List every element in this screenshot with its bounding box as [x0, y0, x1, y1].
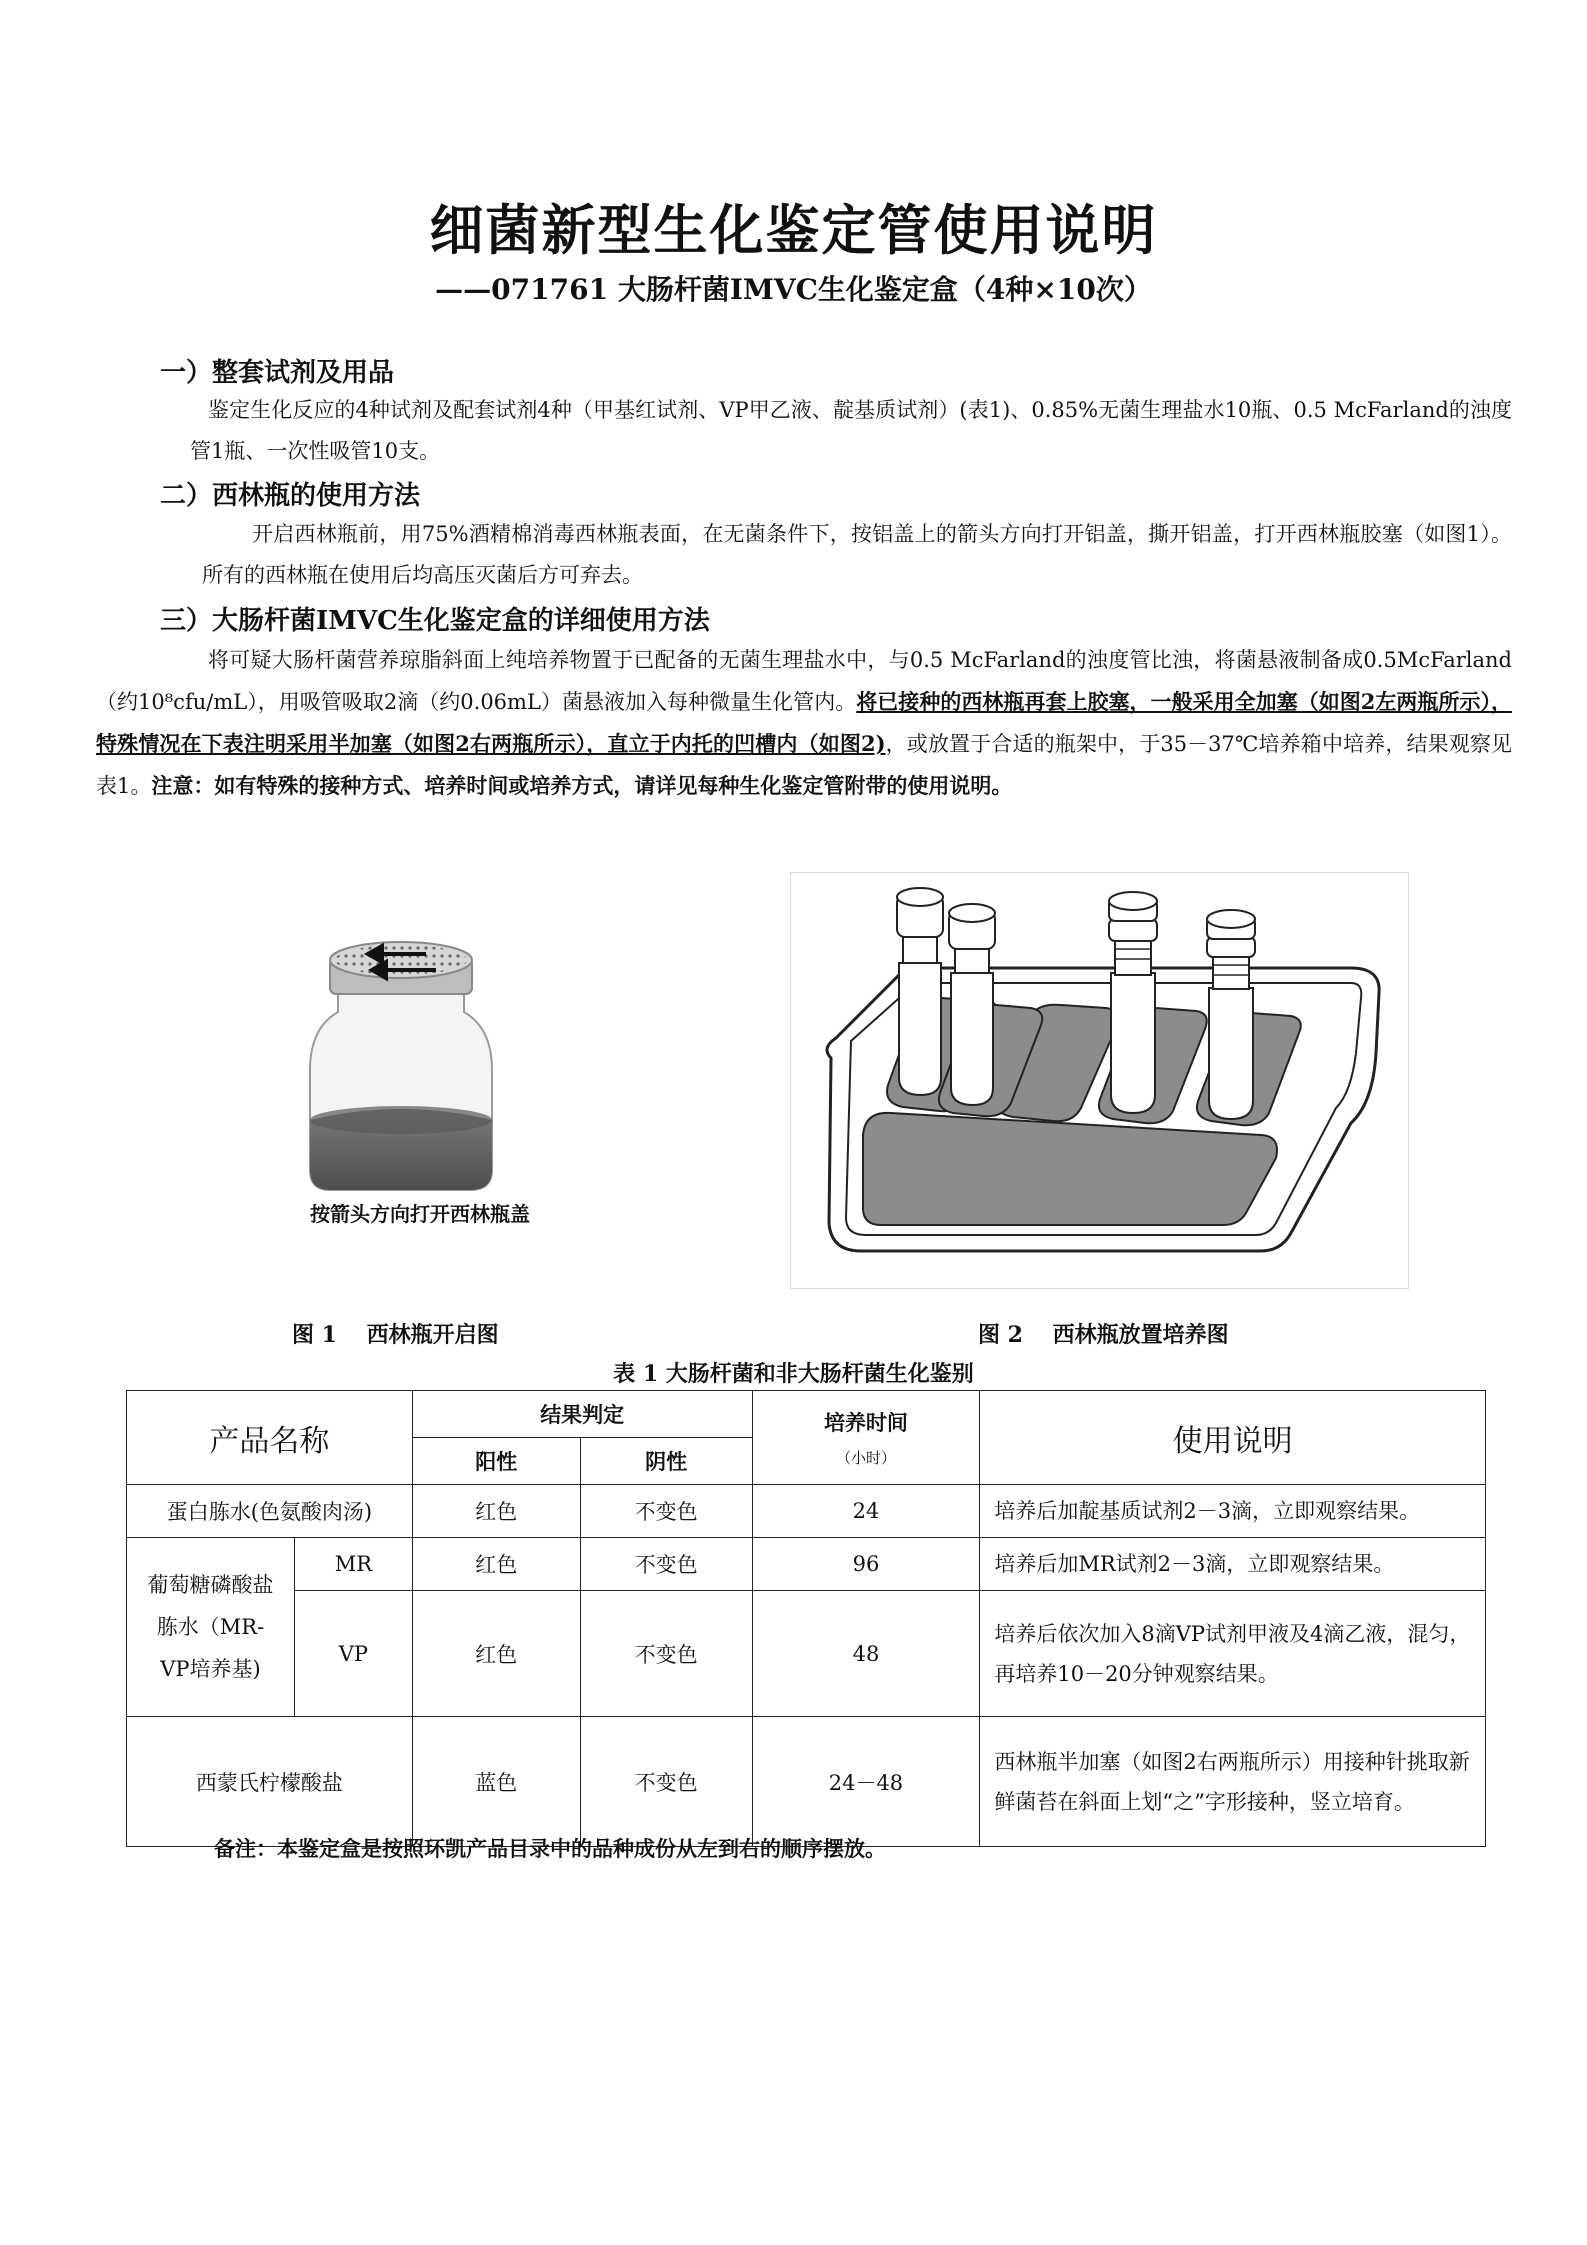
section-heading-1: 一）整套试剂及用品: [160, 358, 395, 388]
figure-1-image: [230, 920, 570, 1240]
vial-2: [949, 904, 995, 1105]
section-heading-3: 三）大肠杆菌IMVC生化鉴定盒的详细使用方法: [160, 606, 710, 636]
cell-time: 24: [752, 1485, 980, 1538]
cell-time: 24－48: [752, 1717, 980, 1847]
table-row: [127, 1717, 1486, 1847]
section-1-text: 鉴定生化反应的4种试剂及配套试剂4种（甲基红试剂、VP甲乙液、靛基质试剂）(表1)、0.85%无菌生理盐水10瓶、0.5 McFarland的浊度管1瓶、一次性吸管10支。: [190, 398, 1512, 463]
table-row: [127, 1591, 1486, 1717]
cell-positive: 蓝色: [412, 1717, 580, 1847]
cell-positive: 红色: [412, 1591, 580, 1717]
figure-2-caption: 图 2 西林瓶放置培养图: [978, 1322, 1229, 1348]
header-usage: 使用说明: [980, 1391, 1486, 1485]
section-3-text-b: 将已接种的西林瓶再套上胶塞，一般采用全加塞（如图2左两瓶所示），特殊情况在下表注明采用半加塞（如图2右两瓶所示），直立于内托的凹槽内（如图2): [96, 689, 1513, 756]
figure-1-caption: 图 1 西林瓶开启图: [292, 1322, 499, 1348]
section-3-text-a: 将可疑大肠杆菌营养琼脂斜面上纯培养物置于已配备的无菌生理盐水中，与0.5 McFarland的浊度管比浊，将菌悬液制备成0.5McFarland（约10⁸cfu/mL），用吸管吸取2滴（约0.06mL）菌悬液加入每种微量生化管内。: [96, 648, 1512, 714]
cell-usage: 培养后依次加入8滴VP试剂甲液及4滴乙液，混匀，再培养10－20分钟观察结果。: [980, 1591, 1486, 1717]
cell-product: 西蒙氏柠檬酸盐: [127, 1717, 413, 1847]
table-caption: 表 1 大肠杆菌和非大肠杆菌生化鉴别: [613, 1361, 974, 1387]
header-time-unit: （小时）: [835, 1449, 896, 1467]
section-3-text-d: 注意：如有特殊的接种方式、培养时间或培养方式，请详见每种生化鉴定管附带的使用说明。: [151, 773, 1013, 798]
cell-negative: 不变色: [580, 1717, 752, 1847]
header-product: 产品名称: [127, 1391, 413, 1485]
page-subtitle: ——071761 大肠杆菌IMVC生化鉴定盒（4种×10次）: [435, 273, 1152, 306]
cell-time: 96: [752, 1538, 980, 1591]
cell-usage: 培养后加靛基质试剂2－3滴，立即观察结果。: [980, 1485, 1486, 1538]
section-3-text: [96, 640, 1512, 807]
vial-3-half-stopper: [1109, 892, 1157, 1113]
section-2-text: 开启西林瓶前，用75%酒精棉消毒西林瓶表面，在无菌条件下，按铝盖上的箭头方向打开铝盖，撕开铝盖，打开西林瓶胶塞（如图1）。所有的西林瓶在使用后均高压灭菌后方可弃去。: [202, 522, 1512, 587]
vial-1: [897, 888, 943, 1095]
cell-usage: 西林瓶半加塞（如图2右两瓶所示）用接种针挑取新鲜菌苔在斜面上划“之”字形接种，竖立培育。: [980, 1717, 1486, 1847]
header-result: 结果判定: [412, 1391, 752, 1438]
vial-4-half-stopper: [1207, 910, 1255, 1119]
cell-negative: 不变色: [580, 1538, 752, 1591]
cell-product: 蛋白胨水(色氨酸肉汤): [127, 1485, 413, 1538]
cell-positive: 红色: [412, 1485, 580, 1538]
table-row: [127, 1485, 1486, 1538]
header-time-label: 培养时间: [823, 1410, 908, 1435]
figure-1-inner-text: 按箭头方向打开西林瓶盖: [310, 1202, 530, 1226]
cell-time: 48: [752, 1591, 980, 1717]
cell-negative: 不变色: [580, 1591, 752, 1717]
vial-illustration: [230, 920, 570, 1240]
table-note: 备注：本鉴定盒是按照环凯产品目录中的品种成份从左到右的顺序摆放。: [214, 1836, 886, 1861]
cell-group-product: 葡萄糖磷酸盐胨水（MR-VP培养基): [127, 1538, 295, 1717]
section-heading-2: 二）西林瓶的使用方法: [160, 481, 421, 511]
cell-negative: 不变色: [580, 1485, 752, 1538]
cell-sub: MR: [294, 1538, 412, 1591]
header-time: [752, 1391, 980, 1485]
cell-positive: 红色: [412, 1538, 580, 1591]
header-positive: 阳性: [412, 1438, 580, 1485]
header-negative: 阴性: [580, 1438, 752, 1485]
section-3-text-c: ，或放置于合适的瓶架中，于35－37℃培养箱中培养，结果观察见表1。: [96, 732, 1512, 798]
tray-illustration: [791, 873, 1408, 1288]
cell-sub: VP: [294, 1591, 412, 1717]
cell-usage: 培养后加MR试剂2－3滴，立即观察结果。: [980, 1538, 1486, 1591]
page-title: 细菌新型生化鉴定管使用说明: [429, 199, 1158, 262]
identification-table: [126, 1390, 1486, 1847]
figure-2-image: [790, 872, 1409, 1289]
table-row: [127, 1538, 1486, 1591]
